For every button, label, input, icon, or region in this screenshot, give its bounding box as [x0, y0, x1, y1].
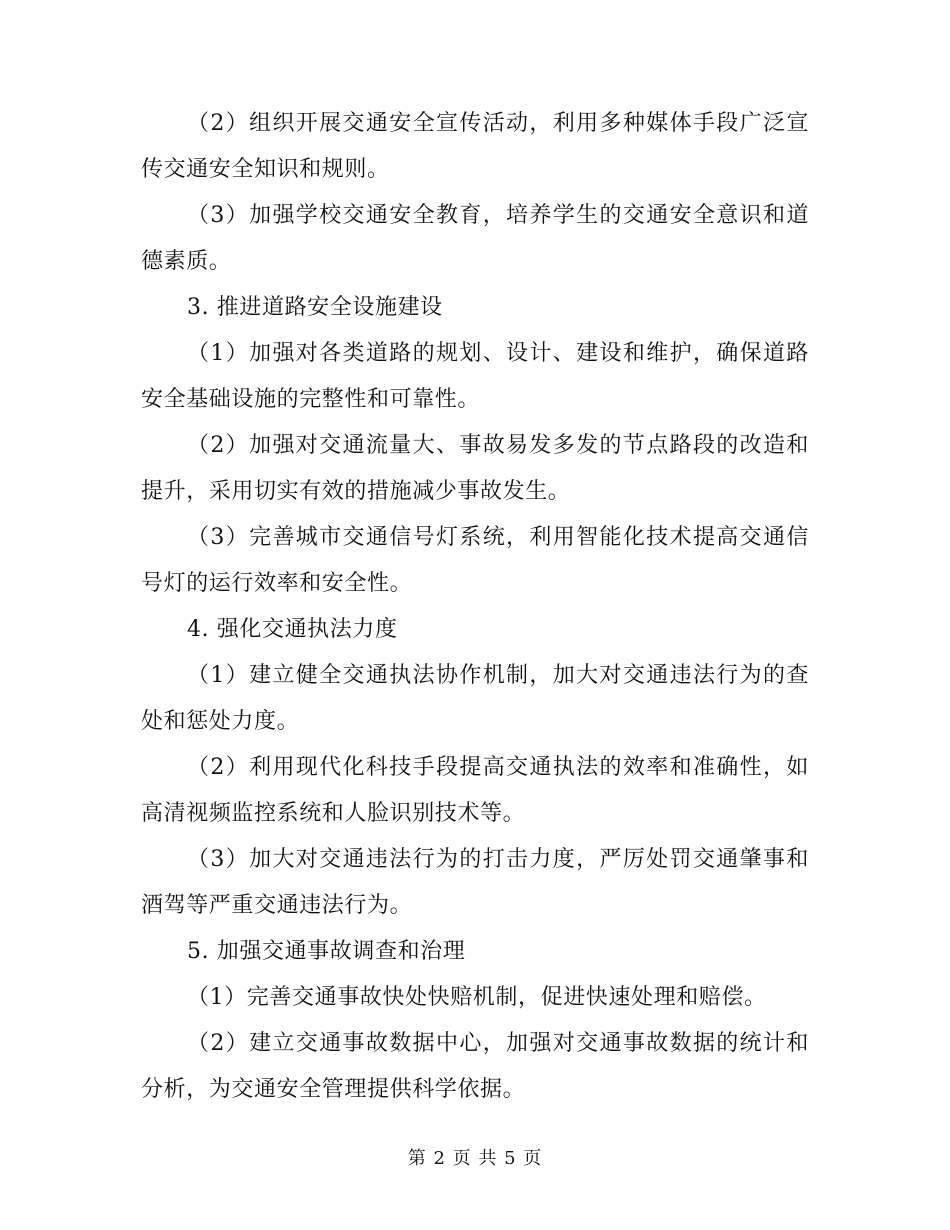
paragraph-5-1: （1）完善交通事故快处快赔机制，促进快速处理和赔偿。: [187, 985, 767, 1010]
section-heading-4: 4. 强化交通执法力度: [187, 617, 398, 642]
section-heading-3: 3. 推进道路安全设施建设: [187, 295, 443, 320]
paragraph-4-1: （1）建立健全交通执法协作机制，加大对交通违法行为的查处和惩处力度。: [141, 663, 809, 734]
paragraph-3-3: （3）完善城市交通信号灯系统，利用智能化技术提高交通信号灯的运行效率和安全性。: [141, 525, 809, 596]
paragraph-3-2: （2）加强对交通流量大、事故易发多发的节点路段的改造和提升，采用切实有效的措施减少事故发生。: [141, 433, 809, 504]
page-number-footer: 第 2 页 共 5 页: [407, 1148, 543, 1169]
section-heading-5: 5. 加强交通事故调查和治理: [187, 939, 466, 964]
paragraph-4-2: （2）利用现代化科技手段提高交通执法的效率和准确性，如高清视频监控系统和人脸识别技术等。: [141, 755, 809, 826]
paragraph-2-2: （2）组织开展交通安全宣传活动，利用多种媒体手段广泛宣传交通安全知识和规则。: [141, 111, 809, 182]
paragraph-3-1: （1）加强对各类道路的规划、设计、建设和维护，确保道路安全基础设施的完整性和可靠性。: [141, 341, 809, 412]
paragraph-4-3: （3）加大对交通违法行为的打击力度，严厉处罚交通肇事和酒驾等严重交通违法行为。: [141, 847, 809, 918]
document-body: [141, 101, 809, 1113]
paragraph-2-3: （3）加强学校交通安全教育，培养学生的交通安全意识和道德素质。: [141, 203, 809, 274]
paragraph-5-2: （2）建立交通事故数据中心，加强对交通事故数据的统计和分析，为交通安全管理提供科学依据。: [141, 1031, 809, 1102]
